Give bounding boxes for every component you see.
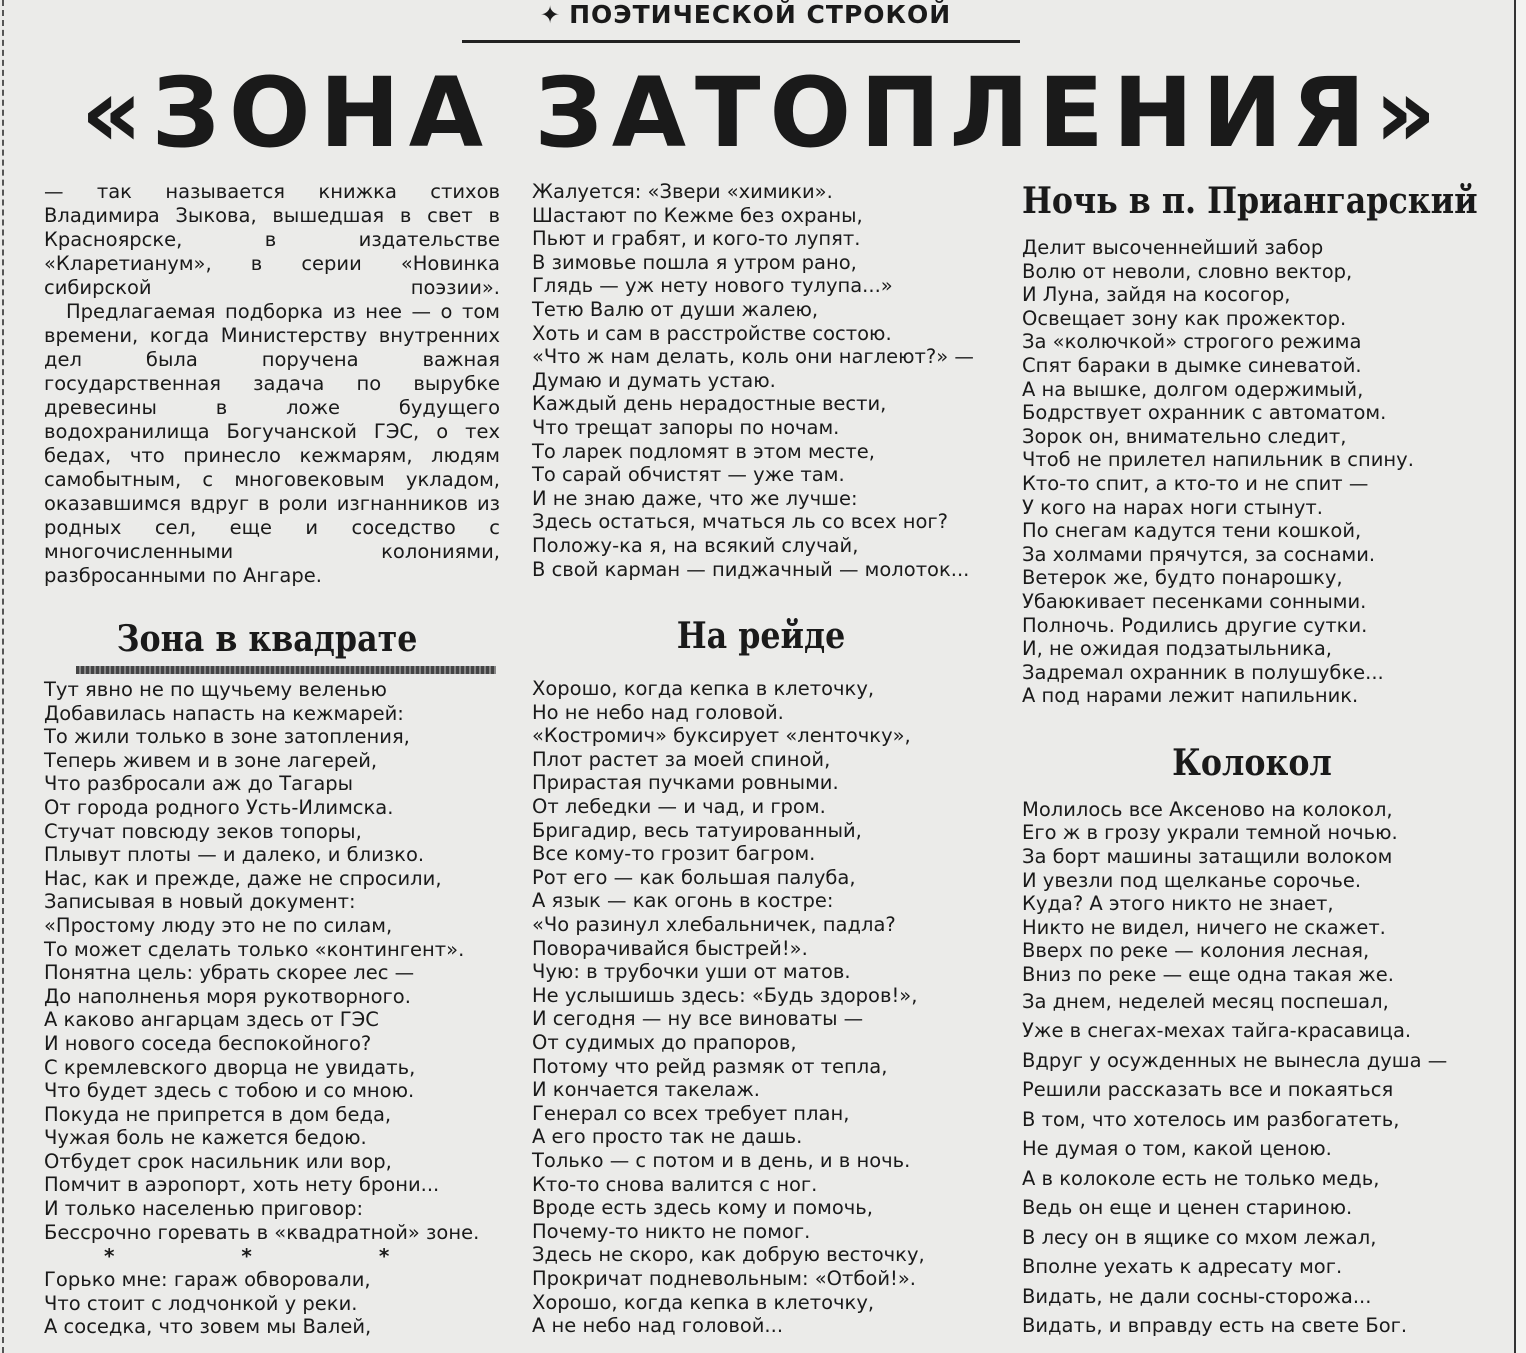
poem-title-kolokol: Колокол xyxy=(1172,741,1332,784)
poem-body-kolokol-cont xyxy=(1022,987,1482,1341)
verse-line: Чую: в трубочки уши от матов. xyxy=(532,960,851,984)
verse-line: В зимовье пошла я утром рано, xyxy=(532,250,857,274)
verse-line: Потому что рейд размяк от тепла, xyxy=(532,1054,888,1078)
verse-line: Волю от неволи, словно вектор, xyxy=(1022,259,1353,283)
verse-line: Никто не видел, ничего не скажет. xyxy=(1022,915,1386,939)
verse-line: Тетю Валю от души жалею, xyxy=(532,297,819,321)
verse-line: Видать, и вправду есть на свете Бог. xyxy=(1022,1314,1408,1338)
verse-line: От судимых до прапоров, xyxy=(532,1031,797,1054)
verse-line: То может сделать только «контингент». xyxy=(44,937,465,961)
poem-body-reid xyxy=(532,677,990,1338)
verse-line: Каждый день нерадостные вести, xyxy=(532,392,887,416)
verse-line: Здесь остаться, мчаться ль со всех ног? xyxy=(532,510,948,534)
verse-line: Куда? А этого никто не знает, xyxy=(1022,892,1334,916)
verse-line: В лесу он в ящике со мхом лежал, xyxy=(1022,1225,1377,1249)
verse-line: Хорошо, когда кепка в клеточку, xyxy=(532,1290,875,1314)
verse-line: То ларек подломят в этом месте, xyxy=(532,439,875,463)
column-middle xyxy=(532,180,990,1338)
verse-line: Помчит в аэропорт, хоть нету брони... xyxy=(44,1173,440,1197)
verse-line: Спят бараки в дымке синеватой. xyxy=(1022,353,1362,377)
verse-line: Тут явно не по щучьему веленью xyxy=(44,678,387,701)
verse-line: И нового соседа беспокойного? xyxy=(44,1031,372,1055)
verse-line: Делит высоченнейший забор xyxy=(1022,236,1324,259)
verse-line: За «колючкой» строгого режима xyxy=(1022,330,1362,354)
verse-line: Ветерок же, будто понарошку, xyxy=(1022,566,1343,590)
verse-line: Вполне уехать к адресату мог. xyxy=(1022,1255,1343,1279)
verse-line: Глядь — уж нету нового тулупа...» xyxy=(532,274,893,298)
verse-line: Стучат повсюду зеков топоры, xyxy=(44,819,362,843)
verse-line: И только населенью приговор: xyxy=(44,1197,364,1221)
verse-line: И увезли под щелканье сорочье. xyxy=(1022,868,1362,892)
verse-line: Ведь он еще и ценен стариною. xyxy=(1022,1196,1353,1220)
poem-title-zona: Зона в квадрате xyxy=(116,618,418,660)
verse-line: За борт машины затащили волоком xyxy=(1022,845,1393,869)
verse-line: Только — с потом и в день, и в ночь. xyxy=(532,1148,911,1172)
verse-line: Генерал со всех требует план, xyxy=(532,1101,850,1125)
verse-line: Видать, не дали сосны-сторожа... xyxy=(1022,1284,1372,1308)
verse-line: Поворачивайся быстрей!». xyxy=(532,936,808,960)
intro-paragraph-2: Предлагаемая подборка из нее — о том времени, когда Министерству внутренних дел была поручена важная государственная задача по вырубке древесины в ложе будущего водохранилища Богучанской ГЭС, о тех бедах, что принесло кежмарям, людям самобытным, с многовековым укладом, оказавшимся вдруг в роли изгнанников из родных сел, еще и соседство с многочисленными колониями, разбросанными по Ангаре. xyxy=(44,300,500,587)
verse-line: Полночь. Родились другие сутки. xyxy=(1022,613,1368,637)
verse-line: Отбудет срок насильник или вор, xyxy=(44,1149,392,1173)
verse-line: Не услышишь здесь: «Будь здоров!», xyxy=(532,983,918,1007)
verse-line: Хорошо, когда кепка в клеточку, xyxy=(532,677,875,701)
verse-line: Вверх по реке — колония лесная, xyxy=(1022,939,1370,963)
verse-line: А соседка, что зовем мы Валей, xyxy=(44,1315,372,1339)
verse-line: Бессрочно горевать в «квадратной» зоне. xyxy=(44,1220,480,1244)
verse-line: Убаюкивает песенками сонными. xyxy=(1022,589,1367,613)
verse-line: Почему-то никто не помог. xyxy=(532,1219,811,1243)
verse-line: Положу-ка я, на всякий случай, xyxy=(532,533,859,557)
verse-line: А под нарами лежит напильник. xyxy=(1022,684,1359,708)
poem-continuation xyxy=(532,180,990,581)
poem-title-noch: Ночь в п. Приангарский xyxy=(1022,180,1478,222)
verse-line: Шастают по Кежме без охраны, xyxy=(532,203,863,227)
verse-line: Жалуется: «Звери «химики». xyxy=(532,180,833,203)
verse-line: Понятна цель: убрать скорее лес — xyxy=(44,961,415,985)
verse-line: Плывут плоты — и далеко, и близко. xyxy=(44,843,425,867)
verse-line: А на вышке, долгом одержимый, xyxy=(1022,377,1364,401)
verse-line: До наполненья моря рукотворного. xyxy=(44,984,411,1008)
verse-line: Вроде есть здесь кому и помочь, xyxy=(532,1196,873,1220)
verse-line: Плот растет за моей спиной, xyxy=(532,747,831,771)
verse-line: Хоть и сам в расстройстве состою. xyxy=(532,321,892,345)
page-left-cut-edge xyxy=(2,0,4,1353)
verse-line: Добавилась напасть на кежмарей: xyxy=(44,701,404,725)
verse-line: Думаю и думать устаю. xyxy=(532,368,776,392)
verse-line: «Чо разинул хлебальничек, падла? xyxy=(532,913,896,937)
rubric-header xyxy=(540,0,980,34)
verse-line: А не небо над головой... xyxy=(532,1314,784,1338)
verse-line: В свой карман — пиджачный — молоток... xyxy=(532,557,970,581)
verse-line: И не знаю даже, что же лучше: xyxy=(532,486,858,510)
verse-line: Пьют и грабят, и кого-то лупят. xyxy=(532,227,861,251)
verse-line: Здесь не скоро, как добрую весточку, xyxy=(532,1243,925,1267)
verse-line: Его ж в грозу украли темной ночью. xyxy=(1022,821,1398,845)
rubric-label: ПОЭТИЧЕСКОЙ СТРОКОЙ xyxy=(569,0,952,29)
verse-line: Вниз по реке — еще одна такая же. xyxy=(1022,963,1394,987)
verse-line: Чужая боль не кажется бедою. xyxy=(44,1126,367,1150)
stanza-separator: * * * xyxy=(104,1244,450,1269)
verse-line: Что будет здесь с тобою и со мною. xyxy=(44,1079,415,1103)
verse-line: А каково ангарцам здесь от ГЭС xyxy=(44,1008,379,1032)
column-right xyxy=(1022,180,1482,1341)
column-left xyxy=(44,180,500,1339)
verse-line: А его просто так не дашь. xyxy=(532,1125,803,1149)
verse-line: Покуда не припрется в дом беда, xyxy=(44,1102,392,1126)
verse-line: Задремал охранник в полушубке... xyxy=(1022,660,1384,684)
headline: «ЗОНА ЗАТОПЛЕНИЯ» xyxy=(80,57,1446,169)
verse-line: Бодрствует охранник с автоматом. xyxy=(1022,401,1387,425)
verse-line: Молилось все Аксеново на колокол, xyxy=(1022,797,1393,821)
verse-line: За холмами прячутся, за соснами. xyxy=(1022,542,1376,566)
verse-line: Уже в снегах-мехах тайга-красавица. xyxy=(1022,1019,1412,1043)
verse-line: То сарай обчистят — уже там. xyxy=(532,463,845,487)
star-icon: ✦ xyxy=(540,1,562,29)
poem-body-noch xyxy=(1022,236,1482,708)
verse-line: От лебедки — и чад, и гром. xyxy=(532,795,826,819)
verse-line: А язык — как огонь в костре: xyxy=(532,889,834,913)
verse-line: И, не ожидая подзатыльника, xyxy=(1022,637,1333,661)
verse-line: «Простому люду это не по силам, xyxy=(44,913,393,937)
poem-body-zona xyxy=(44,678,500,1339)
verse-line: У кого на нарах ноги стынут. xyxy=(1022,495,1323,519)
verse-line: С кремлевского дворца не увидать, xyxy=(44,1055,416,1079)
verse-line: Рот его — как большая палуба, xyxy=(532,865,856,889)
verse-line: От города родного Усть-Илимска. xyxy=(44,795,394,819)
verse-line: Что трещат запоры по ночам. xyxy=(532,415,840,439)
verse-line: Теперь живем и в зоне лагерей, xyxy=(44,748,378,772)
verse-line: Прирастая пучками ровными. xyxy=(532,771,839,795)
intro-paragraph-1: — так называется книжка стихов Владимира Зыкова, вышедшая в свет в Красноярске, в издательстве «Кларетианум», в серии «Новинка сибирской поэзии». xyxy=(44,180,500,299)
verse-line: Что разбросали аж до Тагары xyxy=(44,772,354,796)
verse-line: Кто-то снова валится с ног. xyxy=(532,1172,818,1196)
verse-line: «Костромич» буксирует «ленточку», xyxy=(532,724,911,748)
verse-line: И Луна, зайдя на косогор, xyxy=(1022,283,1291,307)
title-divider xyxy=(76,666,496,674)
poem-title-reid: На рейде xyxy=(676,615,846,658)
verse-line: Вдруг у осужденных не вынесла душа — xyxy=(1022,1048,1448,1072)
verse-line: По снегам кадутся тени кошкой, xyxy=(1022,519,1362,543)
verse-line: Что стоит с лодчонкой у реки. xyxy=(44,1291,358,1315)
verse-line: Чтоб не прилетел напильник в спину. xyxy=(1022,448,1414,472)
rubric-underline xyxy=(462,40,1020,43)
verse-line: За днем, неделей месяц поспешал, xyxy=(1022,989,1389,1013)
verse-line: И сегодня — ну все виноваты — xyxy=(532,1007,864,1031)
verse-line: Решили рассказать все и покаяться xyxy=(1022,1078,1394,1102)
verse-line: «Что ж нам делать, коль они наглеют?» — xyxy=(532,345,974,369)
verse-line: Бригадир, весь татуированный, xyxy=(532,818,862,842)
poem-body-kolokol xyxy=(1022,798,1482,987)
verse-line: То жили только в зоне затопления, xyxy=(44,725,410,749)
verse-line: А в колоколе есть не только медь, xyxy=(1022,1166,1380,1190)
verse-line: Но не небо над головой. xyxy=(532,700,784,724)
page-right-margin xyxy=(1514,0,1526,1353)
verse-line: Освещает зону как прожектор. xyxy=(1022,306,1347,330)
verse-line: Все кому-то грозит багром. xyxy=(532,842,816,866)
verse-line: Не думая о том, какой ценою. xyxy=(1022,1137,1332,1161)
verse-line: Нас, как и прежде, даже не спросили, xyxy=(44,866,442,890)
verse-line: Прокричат подневольным: «Отбой!». xyxy=(532,1266,916,1290)
verse-line: В том, что хотелось им разбогатеть, xyxy=(1022,1107,1400,1131)
verse-line: Горько мне: гараж обворовали, xyxy=(44,1268,371,1292)
verse-line: И кончается такелаж. xyxy=(532,1078,760,1102)
verse-line: Записывая в новый документ: xyxy=(44,890,356,914)
verse-line: Кто-то спит, а кто-то и не спит — xyxy=(1022,471,1369,495)
verse-line: Зорок он, внимательно следит, xyxy=(1022,424,1347,448)
